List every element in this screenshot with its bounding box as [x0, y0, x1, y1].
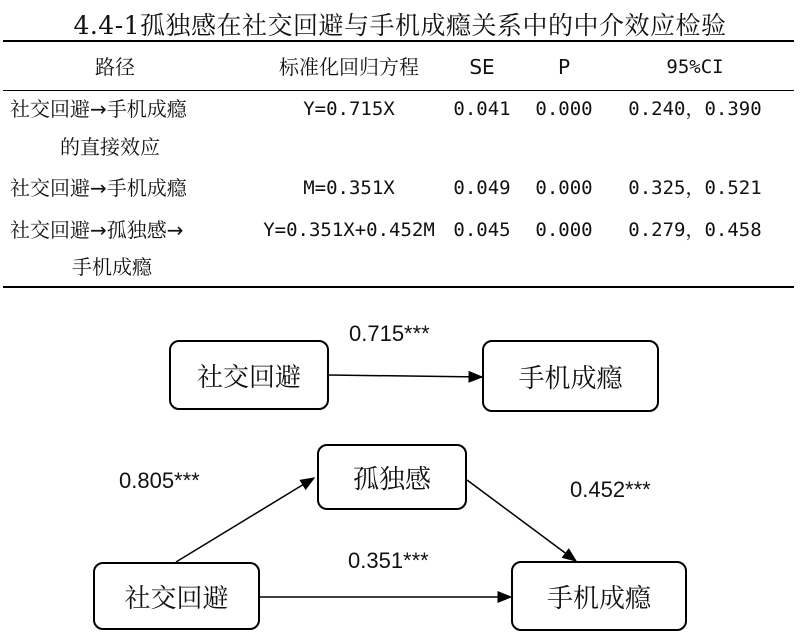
row3-path: 社交回避→孤独感→ — [10, 218, 184, 242]
node-social-avoidance-bottom: 社交回避 — [93, 562, 260, 630]
header-se: SE — [469, 55, 495, 79]
coef-direct-total: 0.715*** — [349, 321, 430, 346]
row2-equation: M=0.351X — [303, 177, 395, 199]
node-loneliness: 孤独感 — [317, 444, 467, 510]
row1-ci: 0.240，0.390 — [628, 98, 762, 120]
row3-path-line2: 手机成瘾 — [72, 255, 152, 279]
row1-p: 0.000 — [535, 98, 593, 120]
header-equation: 标准化回归方程 — [279, 55, 419, 79]
row3-se: 0.045 — [453, 219, 511, 241]
coef-c-path: 0.351*** — [348, 548, 429, 573]
row2-ci: 0.325，0.521 — [628, 177, 762, 199]
row3-ci: 0.279，0.458 — [628, 219, 762, 241]
arrow-top-direct — [329, 375, 482, 377]
row1-path-line2: 的直接效应 — [60, 135, 160, 159]
row3-equation: Y=0.351X+0.452M — [263, 219, 435, 241]
row2-path: 社交回避→手机成瘾 — [10, 176, 187, 200]
coef-b-path: 0.452*** — [570, 477, 651, 502]
row2-se: 0.049 — [453, 177, 511, 199]
header-ci: 95%CI — [666, 56, 724, 78]
row1-path: 社交回避→手机成瘾 — [10, 97, 187, 121]
node-social-avoidance-top: 社交回避 — [169, 340, 329, 410]
header-path: 路径 — [95, 55, 135, 79]
node-phone-addiction-bottom: 手机成瘾 — [511, 561, 687, 631]
node-phone-addiction-top: 手机成瘾 — [482, 340, 659, 412]
coef-a-path: 0.805*** — [119, 468, 200, 493]
row2-p: 0.000 — [535, 177, 593, 199]
row1-se: 0.041 — [453, 98, 511, 120]
row3-p: 0.000 — [535, 219, 593, 241]
table-title: 4.4-1孤独感在社交回避与手机成瘾关系中的中介效应检验 — [73, 11, 727, 40]
arrow-b-path — [467, 480, 576, 561]
row1-equation: Y=0.715X — [303, 98, 395, 120]
header-p: P — [557, 55, 571, 79]
